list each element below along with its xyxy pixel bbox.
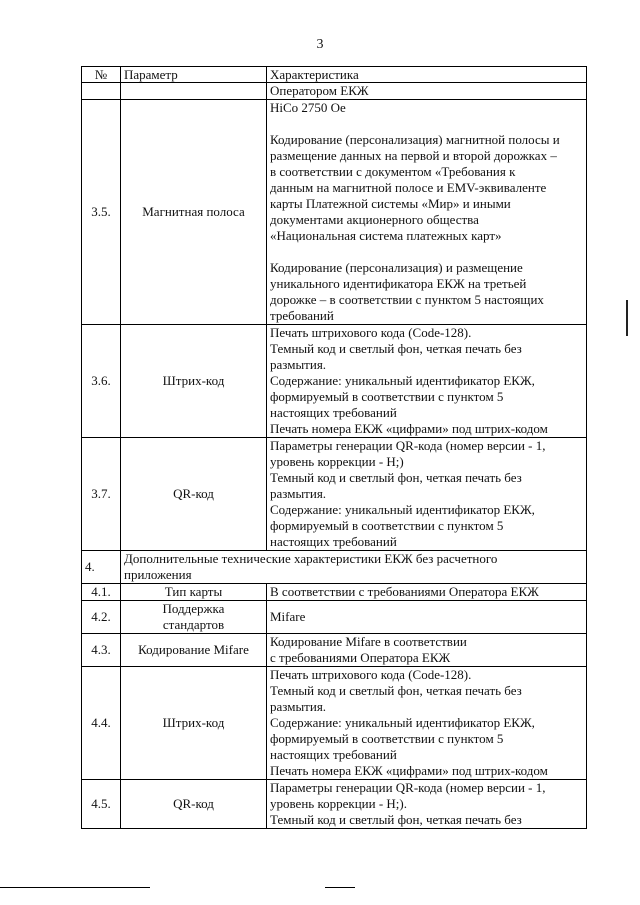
table-row-4-5 — [82, 780, 587, 829]
spec-table — [81, 66, 587, 829]
row-number: 4.1. — [82, 584, 121, 601]
table-row-3-6 — [82, 325, 587, 438]
text-line: размытия. — [270, 699, 327, 714]
text-line: дорожке – в соответствии с пунктом 5 настоящих — [270, 292, 544, 307]
footer-rule-center — [325, 887, 355, 888]
row-parameter: QR-код — [121, 438, 267, 551]
param-line: стандартов — [162, 617, 225, 632]
header-characteristic: Характеристика — [267, 67, 587, 83]
row-number: 3.6. — [82, 325, 121, 438]
row-characteristic — [267, 634, 587, 667]
row-parameter: QR-код — [121, 780, 267, 829]
table-row-4-4 — [82, 667, 587, 780]
text-line: данным на магнитной полосе и EMV-эквиваленте — [270, 180, 547, 195]
text-line: Печать штрихового кода (Code-128). — [270, 667, 472, 682]
text-line: Темный код и светлый фон, четкая печать без — [270, 812, 522, 827]
row-number: 4.3. — [82, 634, 121, 667]
row-characteristic — [267, 667, 587, 780]
text-line: Темный код и светлый фон, четкая печать без — [270, 683, 522, 698]
header-parameter: Параметр — [121, 67, 267, 83]
table-row-continuation — [82, 83, 587, 100]
row-parameter: Штрих-код — [121, 325, 267, 438]
row-parameter: Магнитная полоса — [121, 100, 267, 325]
text-line: В соответствии с требованиями Оператора ЕКЖ — [270, 584, 539, 599]
text-line: формируемый в соответствии с пунктом 5 — [270, 389, 504, 404]
margin-mark — [626, 300, 628, 336]
param-line: Поддержка — [162, 601, 225, 616]
text-line: Параметры генерации QR-кода (номер версии - 1, — [270, 438, 546, 453]
row-number: 3.7. — [82, 438, 121, 551]
text-line: Mifare — [270, 609, 306, 624]
text-line: размытия. — [270, 486, 327, 501]
section-title — [121, 551, 587, 584]
row-parameter — [121, 601, 267, 634]
text-line: карты Платежной системы «Мир» и иными — [270, 196, 511, 211]
text-line: формируемый в соответствии с пунктом 5 — [270, 518, 504, 533]
table-row-4-2 — [82, 601, 587, 634]
continuation-text: Оператором ЕКЖ — [267, 83, 587, 100]
text-line: Кодирование Mifare в соответствии — [270, 634, 467, 649]
row-number: 4.5. — [82, 780, 121, 829]
text-line: в соответствии с документом «Требования к — [270, 164, 516, 179]
text-line: Печать номера ЕКЖ «цифрами» под штрих-кодом — [270, 421, 548, 436]
row-characteristic — [267, 325, 587, 438]
header-number: № — [82, 67, 121, 83]
text-line: Кодирование (персонализация) магнитной полосы и — [270, 132, 560, 147]
text-line: уровень коррекции - H;). — [270, 796, 407, 811]
section-4-row — [82, 551, 587, 584]
text-line: настоящих требований — [270, 534, 397, 549]
text-line: Содержание: уникальный идентификатор ЕКЖ, — [270, 373, 535, 388]
text-line: Параметры генерации QR-кода (номер версии - 1, — [270, 780, 546, 795]
text-line: размещение данных на первой и второй дорожках – — [270, 148, 557, 163]
cell-empty — [82, 83, 121, 100]
text-line: Кодирование (персонализация) и размещение — [270, 260, 523, 275]
row-characteristic — [267, 780, 587, 829]
section-title-line: приложения — [124, 567, 192, 582]
text-line: уровень коррекции - H;) — [270, 454, 404, 469]
row-characteristic — [267, 438, 587, 551]
table-row-4-1 — [82, 584, 587, 601]
row-characteristic — [267, 601, 587, 634]
table-row-4-3 — [82, 634, 587, 667]
row-parameter: Штрих-код — [121, 667, 267, 780]
section-title-line: Дополнительные технические характеристики ЕКЖ без расчетного — [124, 551, 498, 566]
cell-empty — [121, 83, 267, 100]
footer-rule-left — [0, 887, 150, 888]
text-line: Печать штрихового кода (Code-128). — [270, 325, 472, 340]
text-line: уникального идентификатора ЕКЖ на третьей — [270, 276, 527, 291]
text-line: Темный код и светлый фон, четкая печать без — [270, 341, 522, 356]
text-line: HiCo 2750 Oe — [270, 100, 346, 115]
text-line: настоящих требований — [270, 747, 397, 762]
text-line: Содержание: уникальный идентификатор ЕКЖ, — [270, 502, 535, 517]
text-line: Печать номера ЕКЖ «цифрами» под штрих-кодом — [270, 763, 548, 778]
table-row-3-7 — [82, 438, 587, 551]
text-line: требований — [270, 308, 334, 323]
text-line: Содержание: уникальный идентификатор ЕКЖ, — [270, 715, 535, 730]
table-header-row — [82, 67, 587, 83]
row-number: 4.4. — [82, 667, 121, 780]
row-number: 4.2. — [82, 601, 121, 634]
row-characteristic — [267, 584, 587, 601]
page-number: 3 — [316, 37, 324, 52]
text-line: размытия. — [270, 357, 327, 372]
text-line: настоящих требований — [270, 405, 397, 420]
row-parameter: Кодирование Mifare — [121, 634, 267, 667]
table-row-3-5 — [82, 100, 587, 325]
text-line: формируемый в соответствии с пунктом 5 — [270, 731, 504, 746]
text-line: Темный код и светлый фон, четкая печать без — [270, 470, 522, 485]
text-line: с требованиями Оператора ЕКЖ — [270, 650, 451, 665]
row-characteristic — [267, 100, 587, 325]
text-line: документами акционерного общества — [270, 212, 479, 227]
row-number: 3.5. — [82, 100, 121, 325]
section-number: 4. — [82, 551, 121, 584]
row-parameter: Тип карты — [121, 584, 267, 601]
text-line: «Национальная система платежных карт» — [270, 228, 502, 243]
